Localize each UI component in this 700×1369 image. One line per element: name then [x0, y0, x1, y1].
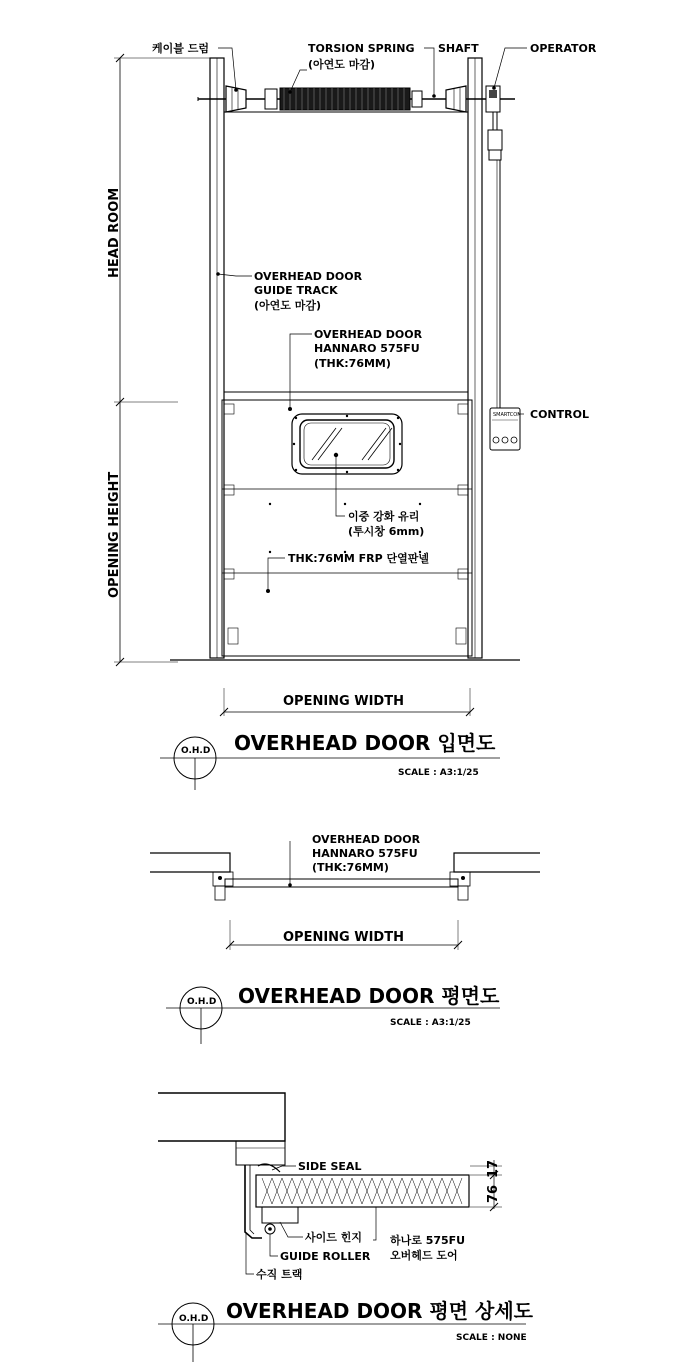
- plan-scale: SCALE : A3:1/25: [390, 1018, 471, 1028]
- operator-label: OPERATOR: [530, 42, 597, 55]
- elevation-tag: O.H.D: [181, 746, 211, 756]
- plan-door-panel: [225, 879, 458, 887]
- detail-panel-label-2: 오버헤드 도어: [390, 1249, 458, 1262]
- plan-door-label-2: HANNARO 575FU: [312, 847, 418, 860]
- detail-drawing: [158, 1093, 534, 1362]
- elevation-title: OVERHEAD DOOR 입면도: [234, 731, 496, 755]
- head-room-label: HEAD ROOM: [107, 187, 122, 278]
- detail-title-block: [158, 1299, 534, 1362]
- opening-height-label: OPENING HEIGHT: [107, 471, 122, 598]
- door-model-label-3: (THK:76MM): [314, 357, 391, 370]
- guide-track-label-1: OVERHEAD DOOR: [254, 270, 363, 283]
- dimension-76: 76: [486, 1184, 501, 1203]
- vertical-track: [245, 1165, 262, 1238]
- side-hinge: [262, 1207, 298, 1223]
- control-label: CONTROL: [530, 408, 589, 421]
- guide-track-label-2: GUIDE TRACK: [254, 284, 338, 297]
- plan-drawing: [150, 833, 540, 1044]
- plan-tag: O.H.D: [187, 997, 217, 1007]
- glass-label-2: (투시창 6mm): [348, 525, 425, 538]
- elevation-opening-width-label: OPENING WIDTH: [283, 694, 404, 709]
- torsion-spring: [280, 88, 410, 110]
- guide-roller-label: GUIDE ROLLER: [280, 1250, 371, 1263]
- glass-label-1: 이중 강화 유리: [348, 510, 420, 523]
- detail-tag: O.H.D: [179, 1314, 209, 1324]
- plan-opening-width-label: OPENING WIDTH: [283, 930, 404, 945]
- detail-title: OVERHEAD DOOR 평면 상세도: [226, 1299, 533, 1323]
- detail-scale: SCALE : NONE: [456, 1333, 527, 1343]
- control-brand: SMARTCON: [493, 412, 521, 418]
- panel-label: THK:76MM FRP 단열판넬: [288, 552, 430, 565]
- operator-unit: [486, 86, 502, 408]
- side-hinge-label: 사이드 힌지: [305, 1231, 362, 1244]
- side-seal-label: SIDE SEAL: [298, 1160, 362, 1173]
- torsion-spring-finish-label: (아연도 마감): [308, 58, 376, 71]
- right-guide-track: [468, 58, 482, 658]
- detail-panel-label-1: 하나로 575FU: [390, 1234, 466, 1247]
- plan-door-label-1: OVERHEAD DOOR: [312, 833, 421, 846]
- torsion-spring-label: TORSION SPRING: [308, 42, 415, 55]
- control-box: [490, 408, 521, 450]
- elevation-scale: SCALE : A3:1/25: [398, 768, 479, 778]
- vision-window: [292, 414, 402, 474]
- elevation-drawing: [107, 41, 597, 790]
- plan-title: OVERHEAD DOOR 평면도: [238, 984, 500, 1008]
- shaft-label: SHAFT: [438, 42, 479, 55]
- plan-title-block: [166, 984, 500, 1044]
- elevation-title-block: [160, 731, 500, 790]
- cable-drum-label: 케이블 드럼: [152, 42, 209, 55]
- door-model-label-1: OVERHEAD DOOR: [314, 328, 423, 341]
- door-model-label-2: HANNARO 575FU: [314, 342, 420, 355]
- vertical-dimension: [114, 54, 210, 666]
- guide-track-label-3: (아연도 마감): [254, 299, 322, 312]
- vertical-track-label: 수직 트랙: [256, 1268, 303, 1281]
- right-cable-drum: [446, 86, 466, 112]
- dimension-17: 17: [486, 1159, 501, 1178]
- door-panels: [222, 400, 472, 656]
- plan-door-label-3: (THK:76MM): [312, 861, 389, 874]
